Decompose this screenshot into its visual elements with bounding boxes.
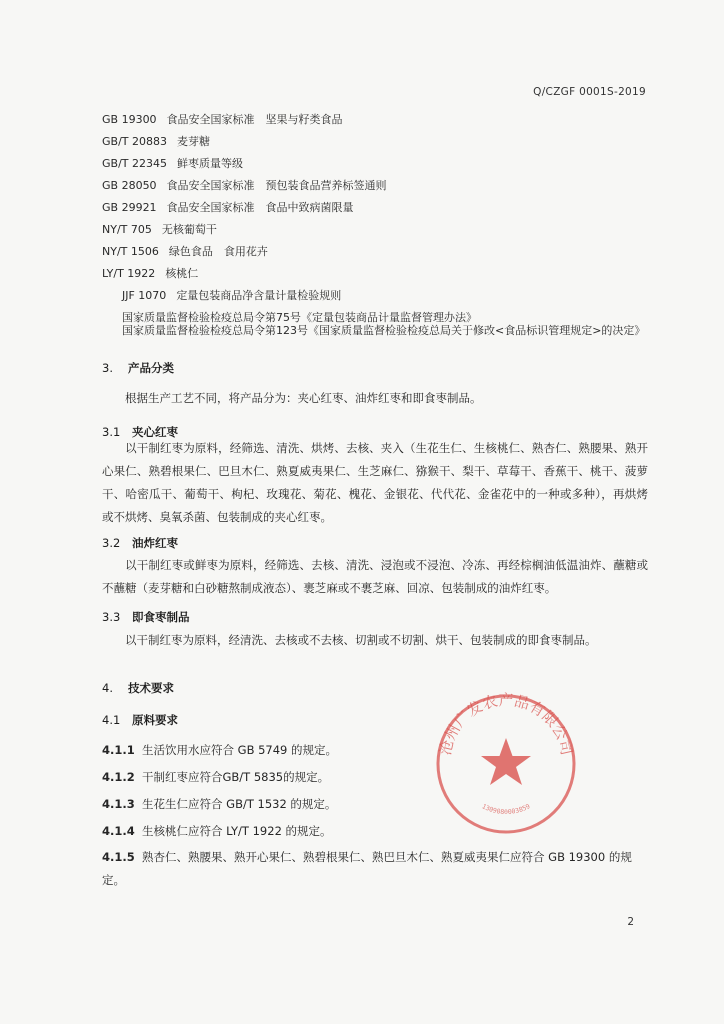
reference-title: 绿色食品 食用花卉 <box>168 245 268 258</box>
subsection-number: 3.3 <box>102 610 121 624</box>
subsection-title: 原料要求 <box>132 713 178 727</box>
paragraph <box>102 437 648 529</box>
reference-code: NY/T 705 <box>102 223 152 236</box>
reference-item <box>122 299 652 341</box>
reference-title: 国家质量监督检验检疫总局令第75号《定量包装商品计量监督管理办法》 <box>122 311 477 324</box>
company-seal <box>432 690 580 838</box>
reference-title: 麦芽糖 <box>177 135 210 148</box>
item-text: 生活饮用水应符合 GB 5749 的规定。 <box>142 743 338 757</box>
reference-code: JJF 1070 <box>122 289 167 302</box>
reference-item <box>102 111 343 127</box>
paragraph-text: 以干制红枣为原料，经筛选、清洗、烘烤、去核、夹入（生花生仁、生核桃仁、熟杏仁、熟腰果、熟开心果仁、熟碧根果仁、巴旦木仁、熟夏威夷果仁、生芝麻仁、猕猴干、梨干、草莓干、香蕉干、桃干、菠萝干、哈密瓜干、葡萄干、枸杞、玫瑰花、菊花、槐花、金银花、代代花、金雀花中的一种或多种），再烘烤或不烘烤、臭氧杀菌、包装制成的夹心红枣。 <box>102 441 648 524</box>
item-number: 4.1.3 <box>102 797 135 811</box>
reference-item <box>102 265 198 281</box>
subsection-title: 即食枣制品 <box>132 610 190 624</box>
paragraph-text: 以干制红枣为原料，经清洗、去核或不去核、切割或不切割、烘干、包装制成的即食枣制品。 <box>125 633 597 647</box>
item-number: 4.1.2 <box>102 770 135 784</box>
reference-code: LY/T 1922 <box>102 267 156 280</box>
page-number: 2 <box>627 916 634 928</box>
section-title: 产品分类 <box>128 361 174 375</box>
seal-company-name: 沧州广发农产品有限公司 <box>436 691 576 757</box>
reference-code: GB/T 20883 <box>102 135 167 148</box>
reference-title: 核桃仁 <box>165 267 199 280</box>
item-text: 生核桃仁应符合 LY/T 1922 的规定。 <box>142 824 332 838</box>
item-text: 干制红枣应符合GB/T 5835的规定。 <box>142 770 330 784</box>
requirement-item <box>102 846 648 892</box>
reference-item <box>102 177 387 193</box>
subsection-number: 3.2 <box>102 536 121 550</box>
item-text: 熟杏仁、熟腰果、熟开心果仁、熟碧根果仁、熟巴旦木仁、熟夏威夷果仁应符合 GB 19300 的规定。 <box>102 850 632 887</box>
paragraph <box>102 629 648 652</box>
section-heading <box>102 680 174 696</box>
reference-title: 国家质量监督检验检疫总局令第123号《国家质量监督检验检疫总局关于修改<食品标识管理规定>的决定》 <box>122 324 646 337</box>
reference-item <box>102 243 268 259</box>
reference-item <box>102 133 210 149</box>
section-title: 技术要求 <box>128 681 174 695</box>
section-number: 4. <box>102 681 113 695</box>
subsection-title: 夹心红枣 <box>132 425 178 439</box>
paragraph <box>102 554 648 600</box>
seal-star-icon <box>481 738 531 785</box>
subsection-heading <box>102 712 178 728</box>
reference-item <box>102 199 354 215</box>
reference-code: GB 28050 <box>102 179 157 192</box>
section-heading <box>102 360 174 376</box>
reference-title: 无核葡萄干 <box>161 223 217 236</box>
seal-serial-number: 1309080003859 <box>480 802 532 816</box>
reference-title: 定量包装商品净含量计量检验规则 <box>176 289 342 302</box>
reference-code: NY/T 1506 <box>102 245 159 258</box>
paragraph-text: 根据生产工艺不同，将产品分为：夹心红枣、油炸红枣和即食枣制品。 <box>125 391 482 405</box>
document-id: Q/CZGF 0001S-2019 <box>533 86 646 98</box>
section-number: 3. <box>102 361 113 375</box>
subsection-heading <box>102 535 178 551</box>
item-number: 4.1.1 <box>102 743 135 757</box>
reference-title: 鲜枣质量等级 <box>177 157 243 170</box>
subsection-heading <box>102 609 190 625</box>
item-number: 4.1.4 <box>102 824 135 838</box>
item-number: 4.1.5 <box>102 850 135 864</box>
reference-code: GB 29921 <box>102 201 157 214</box>
item-text: 生花生仁应符合 GB/T 1532 的规定。 <box>142 797 337 811</box>
subsection-number: 3.1 <box>102 425 121 439</box>
reference-title: 食品安全国家标准 食品中致病菌限量 <box>166 201 354 214</box>
section-intro <box>102 387 648 410</box>
subsection-title: 油炸红枣 <box>132 536 178 550</box>
subsection-number: 4.1 <box>102 713 121 727</box>
reference-code: GB/T 22345 <box>102 157 167 170</box>
reference-title: 食品安全国家标准 预包装食品营养标签通则 <box>166 179 387 192</box>
reference-item <box>102 155 243 171</box>
reference-item <box>102 221 217 237</box>
reference-title: 食品安全国家标准 坚果与籽类食品 <box>166 113 343 126</box>
reference-code: GB 19300 <box>102 113 157 126</box>
paragraph-text: 以干制红枣或鲜枣为原料，经筛选、去核、清洗、浸泡或不浸泡、冷冻、再经棕榈油低温油炸、蘸糖或不蘸糖（麦芽糖和白砂糖熬制成液态）、裹芝麻或不裹芝麻、回凉、包装制成的油炸红枣。 <box>102 558 648 595</box>
